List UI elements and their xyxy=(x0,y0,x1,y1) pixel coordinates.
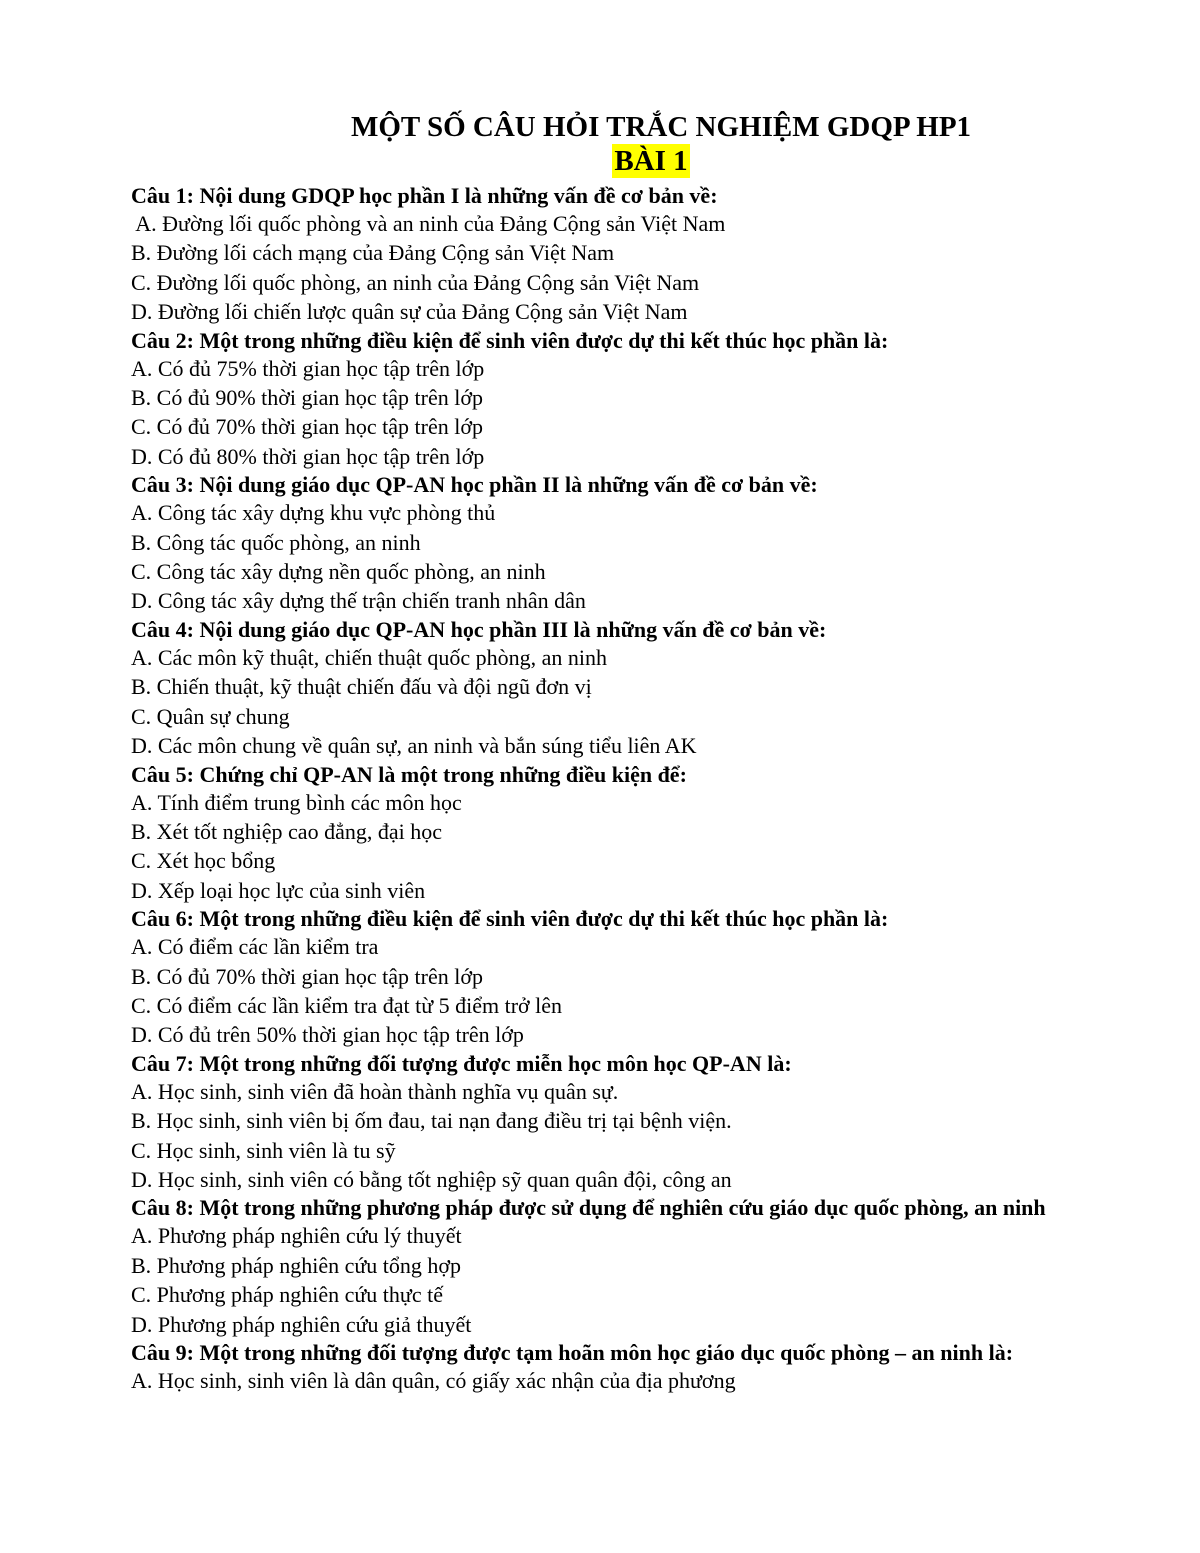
answer-option: C. Xét học bổng xyxy=(131,848,276,874)
answer-option: B. Có đủ 90% thời gian học tập trên lớp xyxy=(131,385,483,411)
answer-option: A. Có điểm các lần kiểm tra xyxy=(131,934,379,960)
question-text: Câu 6: Một trong những điều kiện để sinh viên được dự thi kết thúc học phần là: xyxy=(131,906,889,932)
answer-option: C. Phương pháp nghiên cứu thực tế xyxy=(131,1282,443,1308)
question-2 xyxy=(131,327,1151,472)
question-8 xyxy=(131,1194,1151,1339)
question-list xyxy=(131,182,1151,1395)
answer-option: A. Có đủ 75% thời gian học tập trên lớp xyxy=(131,355,485,381)
answer-option: A. Công tác xây dựng khu vực phòng thủ xyxy=(131,500,496,526)
answer-option: C. Đường lối quốc phòng, an ninh của Đảng Cộng sản Việt Nam xyxy=(131,269,700,295)
question-text: Câu 7: Một trong những đối tượng được miễn học môn học QP-AN là: xyxy=(131,1050,792,1076)
question-3 xyxy=(131,471,1151,616)
answer-option: A. Học sinh, sinh viên là dân quân, có giấy xác nhận của địa phương xyxy=(131,1368,736,1393)
answer-option: B. Công tác quốc phòng, an ninh xyxy=(131,529,421,555)
question-1 xyxy=(131,182,1151,327)
answer-option: A. Học sinh, sinh viên đã hoàn thành nghĩa vụ quân sự. xyxy=(131,1078,619,1104)
answer-option: A. Tính điểm trung bình các môn học xyxy=(131,789,462,815)
answer-option: A. Đường lối quốc phòng và an ninh của Đảng Cộng sản Việt Nam xyxy=(131,211,726,236)
question-4 xyxy=(131,616,1151,761)
answer-option: B. Phương pháp nghiên cứu tổng hợp xyxy=(131,1252,462,1278)
answer-option: C. Học sinh, sinh viên là tu sỹ xyxy=(131,1137,396,1163)
answer-option: D. Phương pháp nghiên cứu giả thuyết xyxy=(131,1311,472,1337)
answer-option: D. Các môn chung về quân sự, an ninh và bắn súng tiểu liên AK xyxy=(131,733,697,759)
answer-option: C. Có điểm các lần kiểm tra đạt từ 5 điểm trở lên xyxy=(131,992,563,1018)
section-heading-wrap xyxy=(131,144,1151,182)
answer-option: C. Quân sự chung xyxy=(131,703,290,729)
question-text: Câu 8: Một trong những phương pháp được sử dụng để nghiên cứu giáo dục quốc phòng, an ninh xyxy=(131,1195,1046,1221)
document-title: MỘT SỐ CÂU HỎI TRẮC NGHIỆM GDQP HP1 xyxy=(350,111,972,143)
answer-option: A. Phương pháp nghiên cứu lý thuyết xyxy=(131,1223,462,1249)
answer-option: D. Có đủ 80% thời gian học tập trên lớp xyxy=(131,443,485,469)
answer-option: D. Xếp loại học lực của sinh viên xyxy=(131,877,426,903)
answer-option: A. Các môn kỹ thuật, chiến thuật quốc phòng, an ninh xyxy=(131,644,607,670)
section-heading: BÀI 1 xyxy=(614,145,688,177)
question-5 xyxy=(131,761,1151,906)
answer-option: D. Học sinh, sinh viên có bằng tốt nghiệp sỹ quan quân đội, công an xyxy=(131,1166,732,1192)
answer-option: B. Đường lối cách mạng của Đảng Cộng sản Việt Nam xyxy=(131,240,615,266)
question-text: Câu 4: Nội dung giáo dục QP-AN học phần III là những vấn đề cơ bản về: xyxy=(131,616,827,642)
answer-option: B. Xét tốt nghiệp cao đẳng, đại học xyxy=(131,818,442,844)
question-text: Câu 9: Một trong những đối tượng được tạm hoãn môn học giáo dục quốc phòng – an ninh là: xyxy=(131,1340,1014,1365)
question-9 xyxy=(131,1339,1151,1395)
question-text: Câu 5: Chứng chỉ QP-AN là một trong những điều kiện để: xyxy=(131,761,687,787)
answer-option: D. Đường lối chiến lược quân sự của Đảng Cộng sản Việt Nam xyxy=(131,299,688,325)
question-text: Câu 3: Nội dung giáo dục QP-AN học phần II là những vấn đề cơ bản về: xyxy=(131,472,818,498)
answer-option: C. Có đủ 70% thời gian học tập trên lớp xyxy=(131,414,483,440)
answer-option: B. Chiến thuật, kỹ thuật chiến đấu và đội ngũ đơn vị xyxy=(131,674,592,700)
question-7 xyxy=(131,1050,1151,1195)
question-text: Câu 1: Nội dung GDQP học phần I là những vấn đề cơ bản về: xyxy=(131,183,718,208)
answer-option: D. Có đủ trên 50% thời gian học tập trên lớp xyxy=(131,1022,524,1048)
answer-option: B. Có đủ 70% thời gian học tập trên lớp xyxy=(131,963,483,989)
answer-option: C. Công tác xây dựng nền quốc phòng, an ninh xyxy=(131,559,546,585)
question-6 xyxy=(131,905,1151,1050)
answer-option: B. Học sinh, sinh viên bị ốm đau, tai nạn đang điều trị tại bệnh viện. xyxy=(131,1108,732,1134)
answer-option: D. Công tác xây dựng thế trận chiến tranh nhân dân xyxy=(131,588,586,614)
question-text: Câu 2: Một trong những điều kiện để sinh viên được dự thi kết thúc học phần là: xyxy=(131,327,889,353)
document-content xyxy=(131,110,1151,1395)
